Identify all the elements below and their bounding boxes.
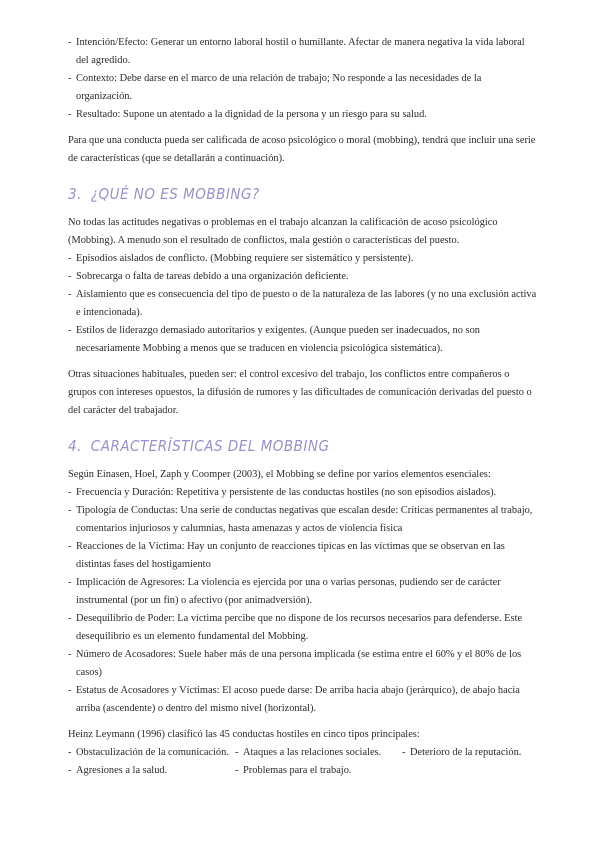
section-4-heading bbox=[68, 432, 538, 460]
leymann-columns bbox=[68, 744, 538, 780]
list-item: - Estilos de liderazgo demasiado autoritarios y exigentes. (Aunque pueden ser inadecuados, no son necesariamente Mobbing a menos que se traducen en violencia psicológica sistemática). bbox=[68, 322, 538, 358]
list-item: - Deterioro de la reputación. bbox=[402, 744, 538, 762]
page-content bbox=[68, 34, 538, 780]
list-item: - Episodios aislados de conflicto. (Mobbing requiere ser sistemático y persistente). bbox=[68, 250, 538, 268]
list-item: - Contexto: Debe darse en el marco de una relación de trabajo; No responde a las necesidades de la organización. bbox=[68, 70, 538, 106]
section-4-list bbox=[68, 484, 538, 718]
list-item: - Obstaculización de la comunicación. bbox=[68, 744, 235, 762]
list-item: - Aislamiento que es consecuencia del tipo de puesto o de la naturaleza de las labores (y no una exclusión activa e intencionada). bbox=[68, 286, 538, 322]
list-item: - Reacciones de la Víctima: Hay un conjunto de reacciones típicas en las víctimas que se observan en las distintas fases del hostigamiento bbox=[68, 538, 538, 574]
list-item: - Resultado: Supone un atentado a la dignidad de la persona y un riesgo para su salud. bbox=[68, 106, 538, 124]
list-item: - Intención/Efecto: Generar un entorno laboral hostil o humillante. Afectar de manera negativa la vida laboral del agredido. bbox=[68, 34, 538, 70]
section-3-title: ¿QUÉ NO ES MOBBING? bbox=[90, 185, 260, 203]
intro-paragraph: Para que una conducta pueda ser calificada de acoso psicológico o moral (mobbing), tendrá que incluir una serie de características (que se detallarán a continuación). bbox=[68, 135, 536, 164]
leymann-column-2 bbox=[235, 744, 402, 780]
list-item: - Agresiones a la salud. bbox=[68, 762, 235, 780]
list-item: - Sobrecarga o falta de tareas debido a una organización deficiente. bbox=[68, 268, 538, 286]
section-3-lead: No todas las actitudes negativas o problemas en el trabajo alcanzan la calificación de acoso psicológico (Mobbing). A menudo son el resultado de conflictos, mala gestión o características del puesto. bbox=[68, 217, 498, 246]
list-item: - Tipología de Conductas: Una serie de conductas negativas que escalan desde: Críticas permanentes al trabajo, comentarios injuriosos y calumnias, hasta amenazas y actos de violencia física bbox=[68, 502, 538, 538]
list-item: - Frecuencia y Duración: Repetitiva y persistente de las conductas hostiles (no son episodios aislados). bbox=[68, 484, 538, 502]
leymann-column-3 bbox=[402, 744, 538, 780]
intro-list bbox=[68, 34, 538, 124]
list-item: - Desequilibrio de Poder: La víctima percibe que no dispone de los recursos necesarios para defenderse. Este desequilibrio es un elemento fundamental del Mobbing. bbox=[68, 610, 538, 646]
section-4-title: CARACTERÍSTICAS DEL MOBBING bbox=[90, 437, 330, 455]
section-4-number: 4. bbox=[68, 437, 82, 455]
section-3-heading bbox=[68, 180, 538, 208]
leymann-column-1 bbox=[68, 744, 235, 780]
section-3-list bbox=[68, 250, 538, 358]
list-item: - Estatus de Acosadores y Víctimas: El acoso puede darse: De arriba hacia abajo (jerárquico), de abajo hacia arriba (ascendente) o dentro del mismo nivel (horizontal). bbox=[68, 682, 538, 718]
section-4-lead: Según Einasen, Hoel, Zaph y Coomper (2003), el Mobbing se define por varios elementos esenciales: bbox=[68, 469, 491, 480]
leymann-lead: Heinz Leymann (1996) clasificó las 45 conductas hostiles en cinco tipos principales: bbox=[68, 729, 420, 740]
section-3-closing: Otras situaciones habituales, pueden ser: el control excesivo del trabajo, los conflictos entre compañeros o grupos con intereses opuestos, la difusión de rumores y las dificultades de comunicación derivadas del puesto o del carácter del trabajador. bbox=[68, 369, 532, 416]
section-3-number: 3. bbox=[68, 185, 82, 203]
list-item: - Número de Acosadores: Suele haber más de una persona implicada (se estima entre el 60% y el 80% de los casos) bbox=[68, 646, 538, 682]
list-item: - Implicación de Agresores: La violencia es ejercida por una o varias personas, pudiendo ser de carácter instrumental (por un fin) o afectivo (por animadversión). bbox=[68, 574, 538, 610]
list-item: - Ataques a las relaciones sociales. bbox=[235, 744, 402, 762]
list-item: - Problemas para el trabajo. bbox=[235, 762, 402, 780]
